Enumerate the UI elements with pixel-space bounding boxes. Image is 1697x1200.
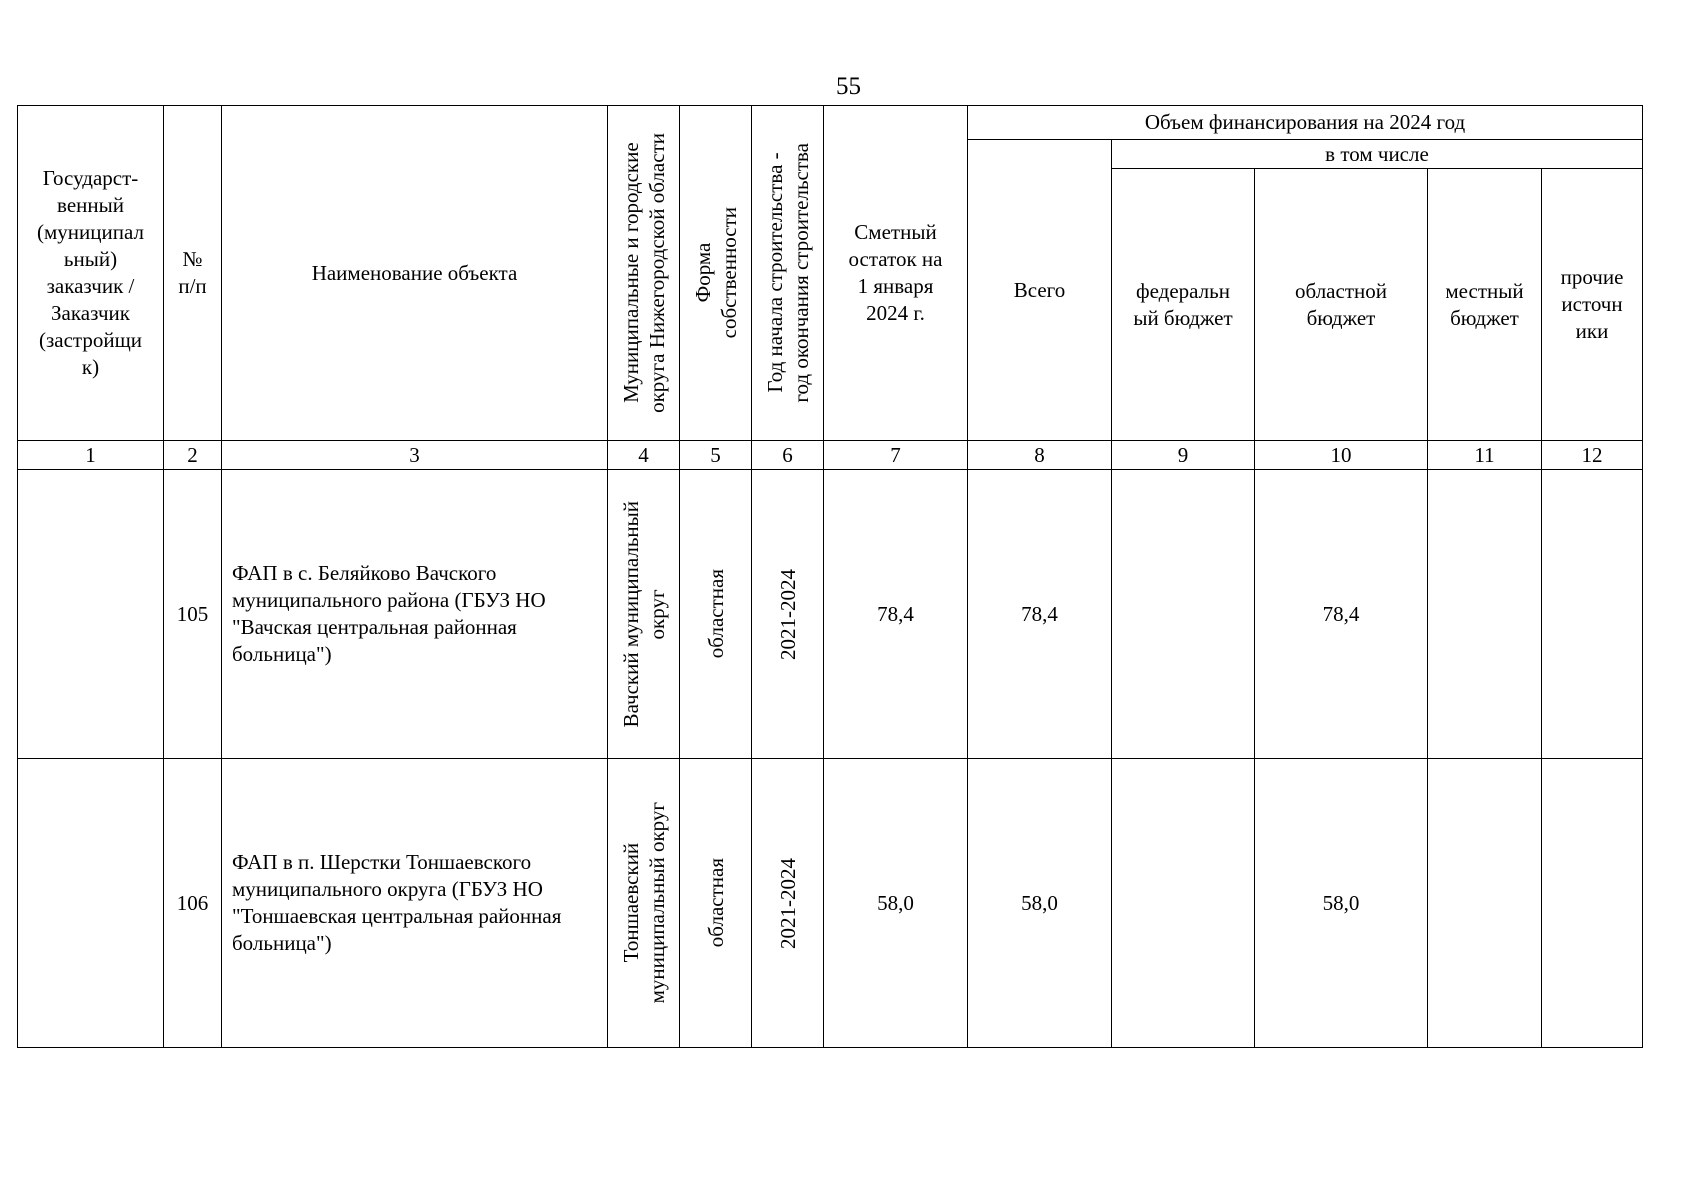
header-years: Год начала строительства - год окончания строительства <box>752 106 824 441</box>
cell-estimate: 78,4 <box>824 470 968 759</box>
header-row-1 <box>18 106 1643 140</box>
header-customer: Государст- венный (муниципал ьный) заказчик / Заказчик (застройщи к) <box>18 106 164 441</box>
cell-federal <box>1112 759 1255 1048</box>
cell-years: 2021-2024 <box>752 759 824 1048</box>
cell-regional: 78,4 <box>1255 470 1428 759</box>
header-federal: федеральн ый бюджет <box>1112 169 1255 441</box>
column-number: 10 <box>1255 441 1428 470</box>
cell-object-name: ФАП в п. Шерстки Тоншаевского муниципального округа (ГБУЗ НО "Тоншаевская центральная районная больница") <box>222 759 608 1048</box>
header-num: № п/п <box>164 106 222 441</box>
header-total: Всего <box>968 140 1112 441</box>
column-number: 1 <box>18 441 164 470</box>
header-including: в том числе <box>1112 140 1643 169</box>
header-district: Муниципальные и городские округа Нижегородской области <box>608 106 680 441</box>
cell-other <box>1542 759 1643 1048</box>
cell-object-name: ФАП в с. Беляйково Вачского муниципального района (ГБУЗ НО "Вачская центральная районная больница") <box>222 470 608 759</box>
cell-customer <box>18 470 164 759</box>
column-number: 9 <box>1112 441 1255 470</box>
table-row <box>18 470 1643 759</box>
column-number: 11 <box>1428 441 1542 470</box>
header-estimate: Сметный остаток на 1 января 2024 г. <box>824 106 968 441</box>
page-number: 55 <box>836 73 861 100</box>
header-funding-group: Объем финансирования на 2024 год <box>968 106 1643 140</box>
cell-district: Тоншаевский муниципальный округ <box>608 759 680 1048</box>
cell-ownership: областная <box>680 759 752 1048</box>
table-row <box>18 759 1643 1048</box>
cell-local <box>1428 470 1542 759</box>
cell-other <box>1542 470 1643 759</box>
column-number: 2 <box>164 441 222 470</box>
cell-num: 105 <box>164 470 222 759</box>
header-regional: областной бюджет <box>1255 169 1428 441</box>
cell-customer <box>18 759 164 1048</box>
cell-estimate: 58,0 <box>824 759 968 1048</box>
column-number: 6 <box>752 441 824 470</box>
header-other: прочие источн ики <box>1542 169 1643 441</box>
column-number: 8 <box>968 441 1112 470</box>
cell-ownership: областная <box>680 470 752 759</box>
column-number: 4 <box>608 441 680 470</box>
cell-local <box>1428 759 1542 1048</box>
column-number: 3 <box>222 441 608 470</box>
cell-regional: 58,0 <box>1255 759 1428 1048</box>
column-number: 7 <box>824 441 968 470</box>
header-object-name: Наименование объекта <box>222 106 608 441</box>
header-ownership: Форма собственности <box>680 106 752 441</box>
column-number-row <box>18 441 1643 470</box>
investment-table <box>17 105 1643 1048</box>
cell-total: 58,0 <box>968 759 1112 1048</box>
column-number: 5 <box>680 441 752 470</box>
cell-federal <box>1112 470 1255 759</box>
column-number: 12 <box>1542 441 1643 470</box>
cell-total: 78,4 <box>968 470 1112 759</box>
header-local: местный бюджет <box>1428 169 1542 441</box>
cell-num: 106 <box>164 759 222 1048</box>
cell-years: 2021-2024 <box>752 470 824 759</box>
cell-district: Вачский муниципальный округ <box>608 470 680 759</box>
